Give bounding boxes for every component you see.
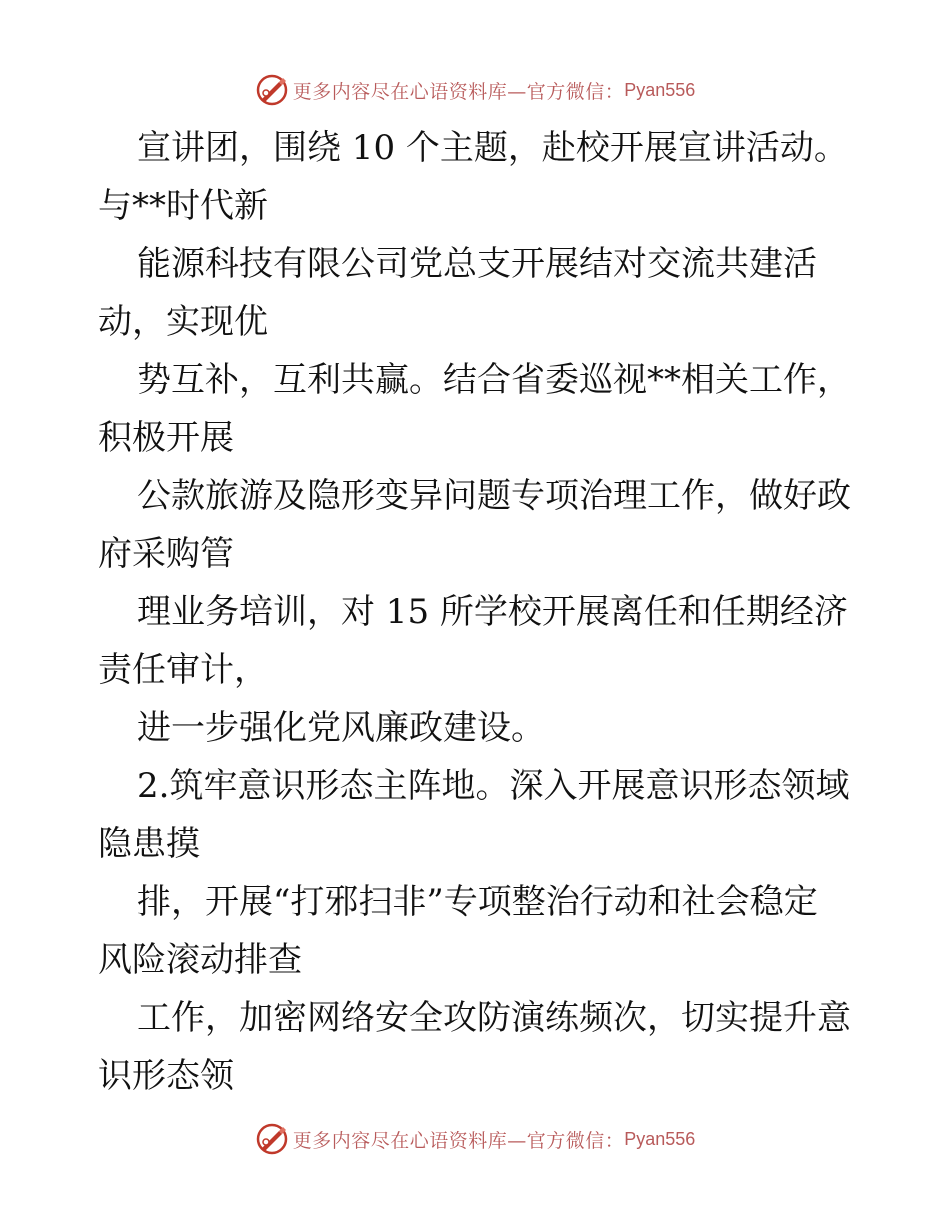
footer-watermark bbox=[0, 1119, 950, 1159]
text-line: 隐患摸 bbox=[98, 824, 200, 864]
text-line: 势互补，互利共赢。结合省委巡视**相关工作， bbox=[137, 360, 851, 400]
watermark-text: 更多内容尽在心语资料库—官方微信： bbox=[292, 1129, 625, 1152]
text-line: 2.筑牢意识形态主阵地。深入开展意识形态领域 bbox=[137, 766, 850, 806]
text-line: 积极开展 bbox=[98, 418, 234, 458]
text-line: 责任审计， bbox=[98, 650, 268, 690]
pen-logo-icon bbox=[255, 73, 289, 107]
text-line: 公款旅游及隐形变异问题专项治理工作，做好政 bbox=[137, 476, 851, 516]
pen-logo-icon bbox=[255, 1122, 289, 1156]
text-line: 宣讲团，围绕 10 个主题，赴校开展宣讲活动。 bbox=[137, 128, 848, 168]
watermark-wechat-id: Pyan556 bbox=[624, 1128, 696, 1149]
text-line: 工作，加密网络安全攻防演练频次，切实提升意 bbox=[137, 998, 851, 1038]
watermark-wechat-id: Pyan556 bbox=[624, 79, 696, 100]
text-line: 识形态领 bbox=[98, 1056, 234, 1096]
text-line: 理业务培训，对 15 所学校开展离任和任期经济 bbox=[137, 592, 848, 632]
text-line: 进一步强化党风廉政建设。 bbox=[137, 708, 545, 748]
text-line: 与**时代新 bbox=[98, 186, 268, 226]
watermark-text: 更多内容尽在心语资料库—官方微信： bbox=[292, 80, 625, 103]
header-watermark bbox=[0, 70, 950, 110]
text-line: 排，开展“打邪扫非”专项整治行动和社会稳定 bbox=[137, 882, 818, 922]
text-line: 动，实现优 bbox=[98, 302, 268, 342]
text-line: 能源科技有限公司党总支开展结对交流共建活 bbox=[137, 244, 817, 284]
text-line: 风险滚动排查 bbox=[98, 940, 302, 980]
text-line: 府采购管 bbox=[98, 534, 234, 574]
